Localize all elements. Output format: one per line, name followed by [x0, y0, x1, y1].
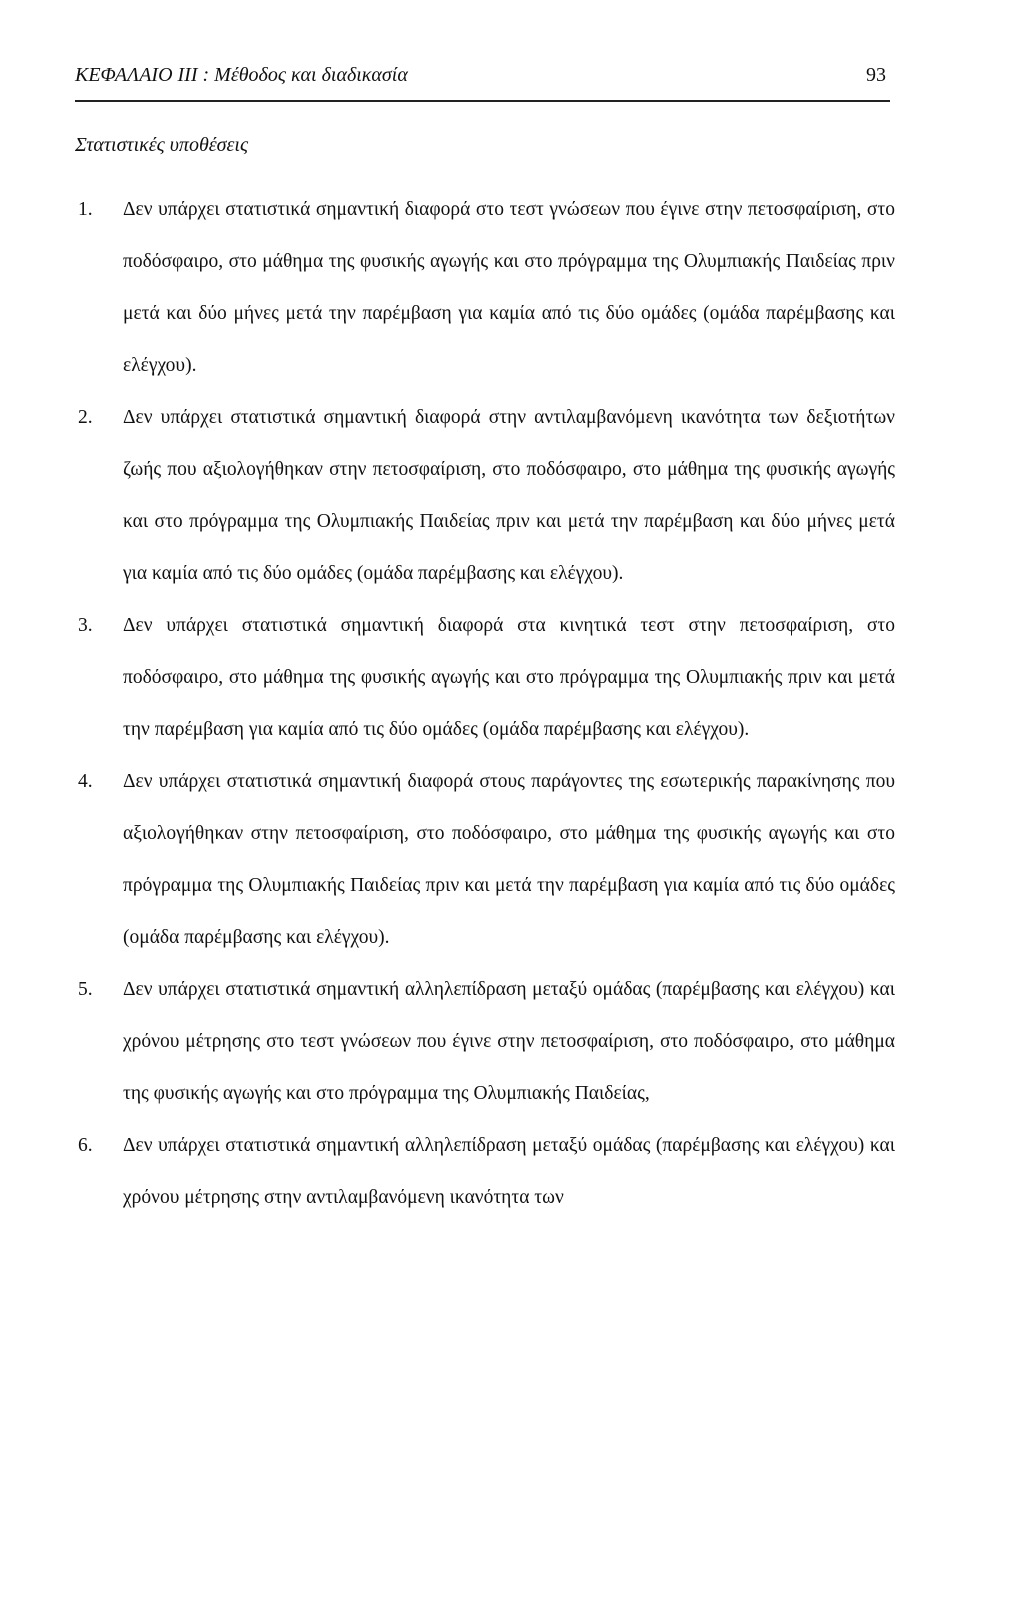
hypotheses-list [75, 184, 895, 1224]
hypothesis-number: 2. [78, 407, 93, 428]
hypothesis-text: Δεν υπάρχει στατιστικά σημαντική διαφορά στα κινητικά τεστ στην πετοσφαίριση, στο ποδόσφαιρο, στο μάθημα της φυσικής αγωγής και στο πρόγραμμα της Ολυμπιακής πριν και μετά την παρέμβαση για καμία από τις δύο ομάδες (ομάδα παρέμβασης και ελέγχου). [123, 615, 895, 740]
hypothesis-number: 4. [78, 771, 93, 792]
section-heading: Στατιστικές υποθέσεις [75, 134, 249, 156]
hypothesis-item [75, 1120, 895, 1224]
hypothesis-item [75, 600, 895, 756]
hypothesis-text: Δεν υπάρχει στατιστικά σημαντική διαφορά στους παράγοντες της εσωτερικής παρακίνησης που αξιολογήθηκαν στην πετοσφαίριση, στο ποδόσφαιρο, στο μάθημα της φυσικής αγωγής και στο πρόγραμμα της Ολυμπιακής Παιδείας πριν και μετά την παρέμβαση για καμία από τις δύο ομάδες (ομάδα παρέμβασης και ελέγχου). [123, 771, 895, 948]
hypothesis-item [75, 392, 895, 600]
hypothesis-item [75, 756, 895, 964]
hypothesis-item [75, 184, 895, 392]
hypothesis-number: 5. [78, 979, 93, 1000]
hypothesis-number: 1. [78, 199, 93, 220]
chapter-title: ΚΕΦΑΛΑΙΟ ΙΙΙ : Μέθοδος και διαδικασία [75, 64, 408, 86]
page-number: 93 [866, 64, 886, 86]
hypothesis-text: Δεν υπάρχει στατιστικά σημαντική αλληλεπίδραση μεταξύ ομάδας (παρέμβασης και ελέγχου) και χρόνου μέτρησης στο τεστ γνώσεων που έγινε στην πετοσφαίριση, στο ποδόσφαιρο, στο μάθημα της φυσικής αγωγής και στο πρόγραμμα της Ολυμπιακής Παιδείας, [123, 979, 895, 1104]
hypothesis-text: Δεν υπάρχει στατιστικά σημαντική αλληλεπίδραση μεταξύ ομάδας (παρέμβασης και ελέγχου) και χρόνου μέτρησης στην αντιλαμβανόμενη ικανότητα των [123, 1135, 895, 1208]
running-header [75, 60, 890, 102]
hypothesis-text: Δεν υπάρχει στατιστικά σημαντική διαφορά στην αντιλαμβανόμενη ικανότητα των δεξιοτήτων ζωής που αξιολογήθηκαν στην πετοσφαίριση, στο ποδόσφαιρο, στο μάθημα της φυσικής αγωγής και στο πρόγραμμα της Ολυμπιακής Παιδείας πριν και μετά την παρέμβαση και δύο μήνες μετά για καμία από τις δύο ομάδες (ομάδα παρέμβασης και ελέγχου). [123, 407, 895, 584]
hypothesis-number: 6. [78, 1135, 93, 1156]
hypothesis-text: Δεν υπάρχει στατιστικά σημαντική διαφορά στο τεστ γνώσεων που έγινε στην πετοσφαίριση, στο ποδόσφαιρο, στο μάθημα της φυσικής αγωγής και στο πρόγραμμα της Ολυμπιακής Παιδείας πριν μετά και δύο μήνες μετά την παρέμβαση για καμία από τις δύο ομάδες (ομάδα παρέμβασης και ελέγχου). [123, 199, 895, 376]
hypothesis-item [75, 964, 895, 1120]
hypothesis-number: 3. [78, 615, 93, 636]
